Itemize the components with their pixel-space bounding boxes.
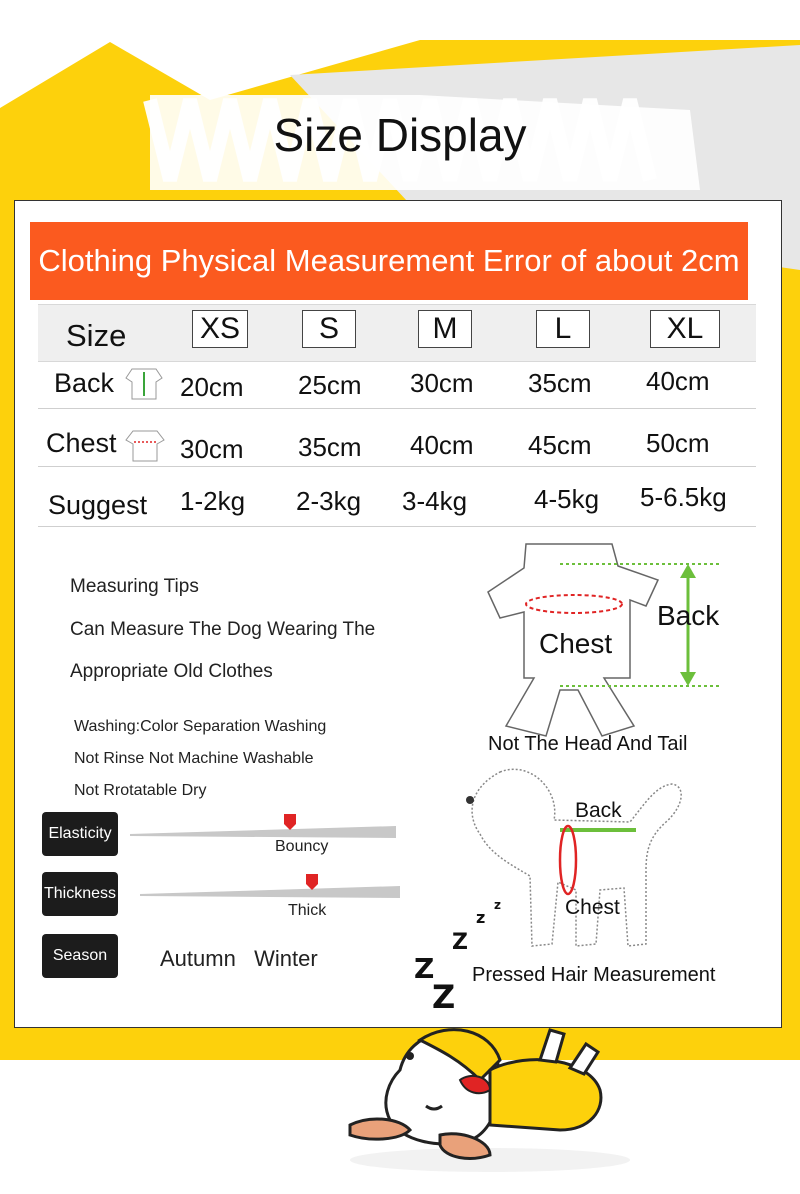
season-badge: Season (42, 934, 118, 978)
shirt-back-icon (124, 366, 164, 402)
thickness-badge: Thickness (42, 872, 118, 916)
size-l: L (536, 310, 590, 348)
row-divider (38, 466, 756, 467)
dog-chest-label: Chest (565, 896, 620, 919)
sleep-z-icon: Z (414, 952, 435, 985)
dog-back-label: Back (575, 799, 622, 822)
diagram-back-label: Back (657, 600, 720, 631)
row-label-chest: Chest (46, 428, 117, 458)
chest-l: 45cm (528, 430, 592, 460)
suggest-xl: 5-6.5kg (640, 482, 727, 512)
elasticity-value: Bouncy (275, 838, 329, 855)
suggest-m: 3-4kg (402, 486, 468, 516)
measuring-tips-line1: Can Measure The Dog Wearing The (70, 619, 376, 640)
diagram-chest-label: Chest (539, 628, 613, 659)
chest-s: 35cm (298, 432, 362, 462)
thickness-slider (140, 872, 404, 902)
shirt-chest-icon (124, 428, 166, 464)
row-label-back: Back (54, 368, 115, 398)
sleep-z-icon: z (494, 898, 501, 912)
back-s: 25cm (298, 370, 362, 400)
back-xl: 40cm (646, 366, 710, 396)
diagram-note: Not The Head And Tail (488, 733, 688, 755)
dog-diagram (460, 760, 700, 960)
washing-line3: Not Rrotatable Dry (74, 782, 207, 799)
size-xs: XS (192, 310, 248, 348)
size-s: S (302, 310, 356, 348)
sleep-z-icon: z (476, 908, 486, 927)
size-m: M (418, 310, 472, 348)
elasticity-badge: Elasticity (42, 812, 118, 856)
suggest-s: 2-3kg (296, 486, 362, 516)
suggest-l: 4-5kg (534, 484, 600, 514)
chest-m: 40cm (410, 430, 474, 460)
size-column-label: Size (66, 318, 127, 353)
elasticity-slider (130, 812, 400, 842)
row-label-suggest: Suggest (48, 490, 148, 520)
sleep-z-icon: Z (432, 978, 456, 1016)
measuring-tips-line2: Appropriate Old Clothes (70, 661, 273, 682)
washing-line1: Washing:Color Separation Washing (74, 718, 327, 735)
sleeping-dog-icon (340, 1010, 640, 1180)
suggest-xs: 1-2kg (180, 486, 246, 516)
season-value: Autumn Winter (160, 946, 318, 971)
washing-line2: Not Rinse Not Machine Washable (74, 750, 314, 767)
measurement-banner: Clothing Physical Measurement Error of about 2cm (30, 222, 748, 300)
row-divider (38, 408, 756, 409)
thickness-value: Thick (288, 902, 327, 919)
size-xl: XL (650, 310, 720, 348)
dog-note: Pressed Hair Measurement (472, 964, 716, 986)
back-l: 35cm (528, 368, 592, 398)
measuring-tips-title: Measuring Tips (70, 576, 199, 597)
back-m: 30cm (410, 368, 474, 398)
chest-xs: 30cm (180, 434, 244, 464)
back-xs: 20cm (180, 372, 244, 402)
size-header-row (38, 304, 756, 362)
sleep-z-icon: Z (452, 930, 468, 955)
page-title: Size Display (273, 109, 527, 161)
row-divider (38, 526, 756, 527)
chest-xl: 50cm (646, 428, 710, 458)
